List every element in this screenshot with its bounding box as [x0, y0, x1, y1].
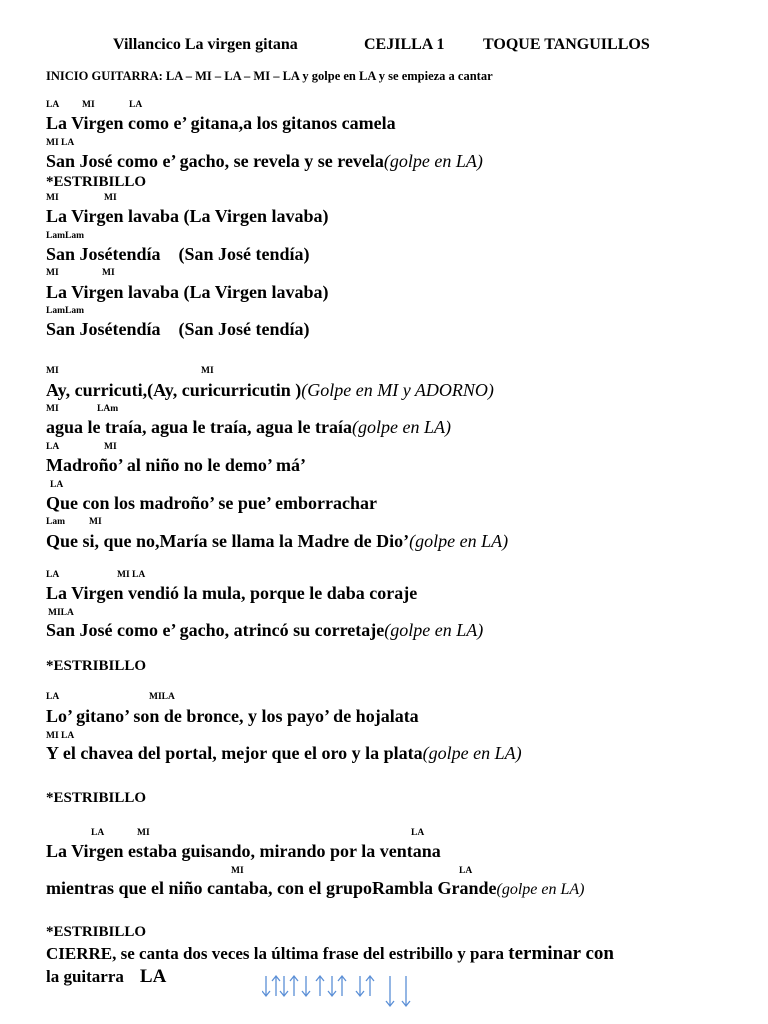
- chord: LAm: [97, 404, 119, 414]
- chord: LA: [411, 828, 425, 838]
- lyric-line: Y el chavea del portal, mejor que el oro y la plata(golpe en LA): [46, 743, 522, 763]
- strum-note: (golpe en LA): [383, 151, 483, 171]
- lyric-line: agua le traía, agua le traía, agua le traía(golpe en LA): [46, 417, 451, 437]
- strum-note: (golpe en LA): [351, 417, 451, 437]
- chord: Lam: [46, 517, 65, 527]
- chord: MI: [82, 100, 95, 110]
- strum-down-arrow: [402, 976, 410, 1006]
- estribillo-label: *ESTRIBILLO: [46, 658, 147, 674]
- song-title: Villancico La virgen gitana: [113, 36, 298, 53]
- strum-note: (golpe en LA): [496, 881, 585, 898]
- strum-down-arrow: [386, 976, 394, 1006]
- closing-line-2: la guitarra LA: [46, 966, 167, 987]
- strum-note: (golpe en LA): [422, 743, 522, 763]
- lyric-line: La Virgen lavaba (La Virgen lavaba): [46, 206, 329, 226]
- toque-label: TOQUE TANGUILLOS: [483, 36, 650, 53]
- chord: MI: [137, 828, 150, 838]
- chord: MI: [46, 193, 59, 203]
- strum-down-arrow: [280, 976, 288, 996]
- chord: MI: [46, 268, 59, 278]
- chord: MI LA: [117, 570, 146, 580]
- chord: MILA: [149, 692, 175, 702]
- chord: LA: [50, 480, 64, 490]
- chord: LamLam: [46, 231, 84, 241]
- strum-note: (golpe en LA): [384, 620, 484, 640]
- strum-up-arrow: [366, 976, 374, 996]
- final-chord: LA: [139, 966, 167, 987]
- lyric-line: Que con los madroño’ se pue’ emborrachar: [46, 493, 377, 513]
- strum-note: (Golpe en MI y ADORNO): [301, 380, 494, 400]
- lyric-line: La Virgen como e’ gitana,a los gitanos camela: [46, 113, 396, 133]
- strum-down-arrow: [328, 976, 336, 996]
- chord: LA: [46, 442, 60, 452]
- strum-up-arrow: [338, 976, 346, 996]
- chord: LA: [46, 692, 60, 702]
- chord: MI: [104, 442, 117, 452]
- chord: MILA: [48, 608, 74, 618]
- strum-down-arrow: [356, 976, 364, 996]
- lyric-line: La Virgen estaba guisando, mirando por la ventana: [46, 841, 441, 861]
- chord: MI: [102, 268, 115, 278]
- lyric-line: San Josétendía (San José tendía): [46, 319, 310, 339]
- lyric-line: San José como e’ gacho, atrincó su corretaje(golpe en LA): [46, 620, 484, 640]
- strum-up-arrow: [272, 976, 280, 996]
- estribillo-label: *ESTRIBILLO: [46, 174, 147, 190]
- strum-down-arrow: [302, 976, 310, 996]
- chord: LA: [91, 828, 105, 838]
- closing-line-1: CIERRE, se canta dos veces la última frase del estribillo y para terminar con: [46, 943, 614, 964]
- estribillo-label: *ESTRIBILLO: [46, 924, 147, 940]
- chord: MI: [104, 193, 117, 203]
- strum-up-arrow: [290, 976, 298, 996]
- lyric-line: Ay, curricuti,(Ay, curicurricutin )(Golpe en MI y ADORNO): [46, 380, 494, 400]
- chord: LA: [459, 866, 473, 876]
- strum-up-arrow: [316, 976, 324, 996]
- strum-down-arrow: [262, 976, 270, 996]
- chord: LA: [46, 100, 60, 110]
- lyric-line: San Josétendía (San José tendía): [46, 244, 310, 264]
- lyric-line: Que si, que no,María se llama la Madre de Dio’(golpe en LA): [46, 531, 509, 551]
- chord: MI: [231, 866, 244, 876]
- strum-pattern-arrows: [262, 972, 422, 1008]
- intro-instruction: INICIO GUITARRA: LA – MI – LA – MI – LA y golpe en LA y se empieza a cantar: [46, 69, 493, 83]
- chord: MI LA: [46, 731, 75, 741]
- chord: MI: [89, 517, 102, 527]
- chord: MI: [201, 366, 214, 376]
- lyric-line: Madroño’ al niño no le demo’ má’: [46, 455, 306, 475]
- cierre-label: CIERRE: [46, 944, 113, 963]
- estribillo-label: *ESTRIBILLO: [46, 790, 147, 806]
- chord: MI LA: [46, 138, 75, 148]
- lyric-line: Lo’ gitano’ son de bronce, y los payo’ de hojalata: [46, 706, 419, 726]
- strum-note: (golpe en LA): [409, 531, 509, 551]
- chord: LamLam: [46, 306, 84, 316]
- capo-label: CEJILLA 1: [364, 36, 445, 53]
- lyric-line: La Virgen vendió la mula, porque le daba coraje: [46, 583, 418, 603]
- chord: LA: [129, 100, 143, 110]
- chord: LA: [46, 570, 60, 580]
- chord: MI: [46, 366, 59, 376]
- lyric-line: mientras que el niño cantaba, con el grupoRambla Grande(golpe en LA): [46, 878, 585, 898]
- chord: MI: [46, 404, 59, 414]
- lyric-line: San José como e’ gacho, se revela y se revela(golpe en LA): [46, 151, 483, 171]
- lyric-line: La Virgen lavaba (La Virgen lavaba): [46, 282, 329, 302]
